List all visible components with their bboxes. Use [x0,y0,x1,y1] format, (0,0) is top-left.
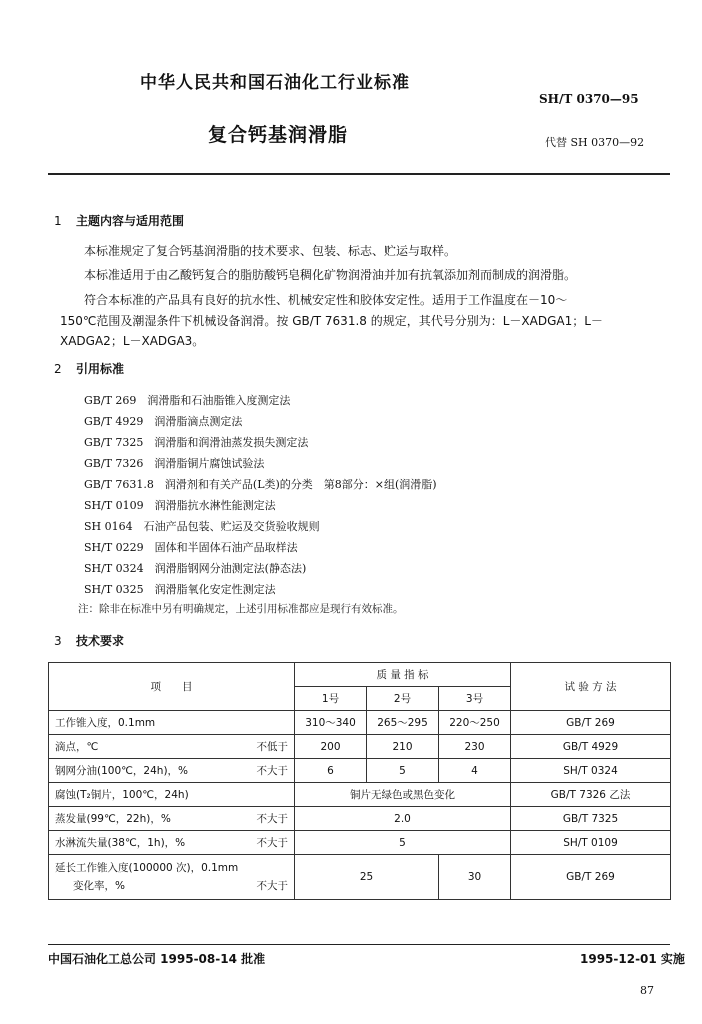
header-divider [48,173,670,175]
section-3-number: 3 [54,634,62,648]
grade-value: 6 [295,759,367,783]
grade-value: 220～250 [439,711,511,735]
table-row [49,759,671,783]
merged-value: 铜片无绿色或黑色变化 [295,783,511,807]
row-limit: 不大于 [256,813,288,825]
row-item-label: 腐蚀(T₂铜片，100℃，24h) [55,789,189,801]
row-item-label: 工作锥入度，0.1mm [55,717,156,729]
reference-item: SH/T 0325 润滑脂氧化安定性测定法 [84,583,276,596]
row-item-label: 水淋流失量(38℃，1h)，% [55,837,186,849]
test-method: GB/T 4929 [511,735,671,759]
row-limit: 不大于 [256,880,288,892]
merged-value: 2.0 [295,807,511,831]
row-item-label: 滴点，℃ [55,741,99,753]
row-item-label-line-2 [55,877,288,895]
references-note: 注：除非在标准中另有明确规定，上述引用标准都应是现行有效标准。 [78,603,404,615]
test-method: SH/T 0109 [511,831,671,855]
row-item-label: 蒸发量(99℃，22h)，% [55,813,171,825]
section-1-paragraph-1: 本标准规定了复合钙基润滑脂的技术要求、包装、标志、贮运与取样。 [84,244,457,258]
row-item-cell [49,711,295,735]
table-header-row [49,663,671,687]
grade-1-header: 1号 [295,687,367,711]
grade-2-header: 2号 [367,687,439,711]
merged-value: 25 [295,855,439,900]
test-method: GB/T 269 [511,855,671,900]
section-3-title: 技术要求 [76,634,125,648]
grade-value: 310～340 [295,711,367,735]
document-title: 复合钙基润滑脂 [208,124,349,146]
row-limit: 不低于 [256,741,288,753]
standard-category-title: 中华人民共和国石油化工行业标准 [140,73,410,93]
standard-code: SH/T 0370—95 [539,92,639,106]
reference-item: SH 0164 石油产品包装、贮运及交货验收规则 [84,520,320,533]
reference-item: GB/T 269 润滑脂和石油脂锥入度测定法 [84,394,291,407]
effective-date: 1995-12-01 实施 [580,952,685,966]
row-item-cell [49,855,295,900]
reference-item: GB/T 7326 润滑脂铜片腐蚀试验法 [84,457,265,470]
row-limit: 不大于 [256,837,288,849]
test-method: GB/T 7325 [511,807,671,831]
table-row [49,807,671,831]
table-row [49,831,671,855]
section-3-heading [54,632,124,649]
row-item-cell [49,831,295,855]
replaces-standard: 代替 SH 0370—92 [545,136,645,149]
technical-requirements-table [48,662,671,900]
grade-value: 210 [367,735,439,759]
section-1-paragraph-3-line-3: XADGA2；L－XADGA3。 [60,334,205,348]
merged-value: 5 [295,831,511,855]
section-2-title: 引用标准 [76,362,125,376]
table-row [49,855,671,900]
table-row [49,735,671,759]
section-1-number: 1 [54,214,62,228]
section-1-heading [54,212,184,229]
test-method: GB/T 7326 乙法 [511,783,671,807]
table-row [49,711,671,735]
grade-value: 4 [439,759,511,783]
row-item-label: 钢网分油(100℃，24h)，% [55,765,189,777]
row-limit: 不大于 [256,765,288,777]
grade-value: 200 [295,735,367,759]
row-item-cell [49,807,295,831]
footer-divider [48,944,670,945]
grade-value: 30 [439,855,511,900]
grade-value: 265～295 [367,711,439,735]
section-2-number: 2 [54,362,62,376]
section-2-heading [54,360,124,377]
grade-value: 230 [439,735,511,759]
row-item-cell [49,759,295,783]
header-test-method: 试 验 方 法 [511,663,671,711]
row-item-label: 延长工作锥入度(100000 次)，0.1mm [55,862,239,874]
table-row [49,783,671,807]
reference-item: SH/T 0324 润滑脂钢网分油测定法(静态法) [84,562,307,575]
reference-item: GB/T 4929 润滑脂滴点测定法 [84,415,243,428]
section-1-paragraph-3-line-2: 150℃范围及潮湿条件下机械设备润滑。按 GB/T 7631.8 的规定，其代号分别为：L－XADGA1；L－ [60,314,603,328]
header-quality-index: 质 量 指 标 [295,663,511,687]
test-method: GB/T 269 [511,711,671,735]
section-1-title: 主题内容与适用范围 [76,214,185,228]
row-item-sublabel: 变化率，% [73,880,125,892]
header-item: 项 目 [49,663,295,711]
approval-line: 中国石油化工总公司 1995-08-14 批准 [48,952,266,966]
test-method: SH/T 0324 [511,759,671,783]
row-item-cell [49,735,295,759]
page-number: 87 [640,984,654,997]
section-1-paragraph-3-line-1: 符合本标准的产品具有良好的抗水性、机械安定性和胶体安定性。适用于工作温度在－10～ [84,293,568,307]
section-1-paragraph-2: 本标准适用于由乙酸钙复合的脂肪酸钙皂稠化矿物润滑油并加有抗氧添加剂而制成的润滑脂。 [84,268,577,282]
reference-item: GB/T 7325 润滑脂和润滑油蒸发损失测定法 [84,436,309,449]
reference-item: GB/T 7631.8 润滑剂和有关产品(L类)的分类 第8部分：×组(润滑脂) [84,478,437,491]
grade-3-header: 3号 [439,687,511,711]
reference-item: SH/T 0229 固体和半固体石油产品取样法 [84,541,298,554]
grade-value: 5 [367,759,439,783]
row-item-cell [49,783,295,807]
reference-item: SH/T 0109 润滑脂抗水淋性能测定法 [84,499,276,512]
